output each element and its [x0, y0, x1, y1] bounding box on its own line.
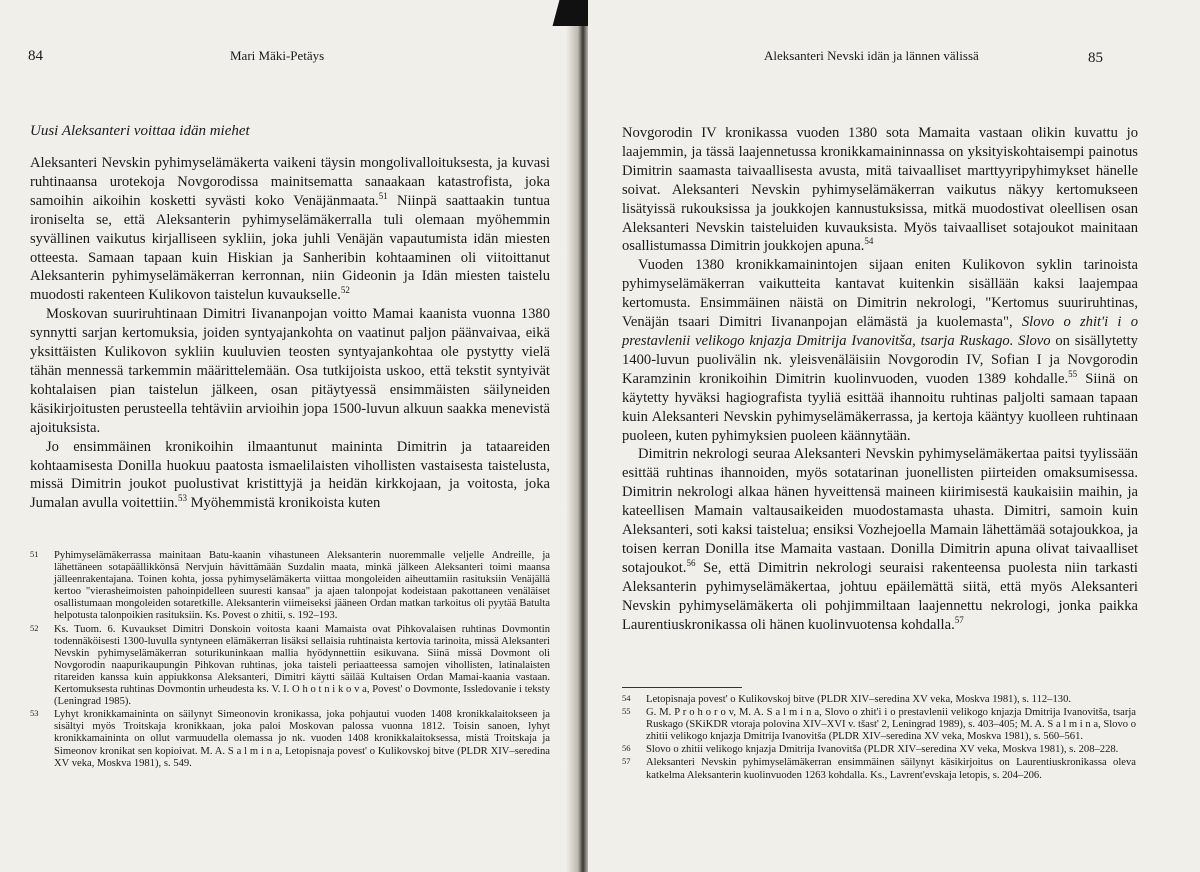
body-text	[622, 124, 1138, 634]
footnote-text: G. M. P r o h o r o v, M. A. S a l m i n a, Slovo o zhit'i i o prestavlenii velikogo knjazja Dmitrija Ivanovitša, tsarja Ruskago (SKiKDR vtoraja polovina XIV–XVI v. tšast' 2, Leningrad 1989), s. 403–405; M. A. S a l m i n a, Slovo o zhitii velikogo knjazja Dmitrija Ivanovitša (PLDR XIV–seredina XV veka, Moskva 1981), s. 560–561.	[646, 707, 1136, 743]
text-run: Aleksanteri Nevskin pyhimyselämäkerta vaikeni täysin mongolivalloituksesta, ja kuvasi ruhtinaansa urotekoja Novgorodissa mainitsematta sanaakaan katastrofista, joka samoihin aikoihin kosketti syvästi koko Venäjänmaata.	[30, 155, 550, 209]
footnote-ref[interactable]: 57	[954, 614, 964, 625]
footnote-ref[interactable]: 51	[378, 190, 388, 201]
footnotes	[622, 694, 1136, 783]
footnote-ref[interactable]: 54	[864, 236, 874, 247]
text-run: Vuoden 1380 kronikkamainintojen sijaan eniten Kulikovon syklin tarinoista pyhimyselämäkerran vaikutteita kantavat kuitenkin sisällään kaksi laajempaa kertomusta. Ensimmäinen näistä on Dimitrin nekrologi, "Kertomus suuriruhtinas, Venäjän tsaari Dimitri Iivananpojan elämästä ja kuolemasta",	[622, 257, 1138, 331]
paragraph	[622, 445, 1138, 634]
text-run: Myöhemmistä kronikoista kuten	[186, 495, 381, 512]
text-run: Niinpä saattaakin tuntua ironiselta se, että Aleksanterin pyhimyselämäkerralla tuli olemaan myöhemmin syvällinen vaikutus kirjalliseen sykliin, joka juhli Venäjän vapautumista idän miesten otteesta. Samaan tapaan kuin Hiskian ja Sanheribin kohtaaminen oli viitoittanut Aleksanterin pyhimyselämäkerran kerronnan, niin Gideonin ja Idän miesten taistelu muodosti rakenteen Kulikovon taistelun kuvaukselle.	[30, 192, 550, 304]
footnote-ref[interactable]: 52	[340, 285, 350, 296]
footnote-ref[interactable]: 56	[686, 557, 696, 568]
running-head: Aleksanteri Nevski idän ja lännen välissä	[764, 48, 979, 63]
footnote-text: Aleksanteri Nevskin pyhimyselämäkerran ensimmäinen säilynyt käsikirjoitus on Laurentiuskronikassa oleva katkelma Aleksanterin kuolinvuoden 1263 kohdalla. Ks., Lavrent'evskaja letopis, s. 204–206.	[646, 757, 1136, 781]
footnote-number: 57	[622, 756, 631, 767]
italic-title: Slovo o zhit'i i o prestavlenii velikogo knjazja Dmitrija Ivanovitša, tsarja Ruskago.	[622, 314, 1138, 349]
text-run: Se, että Dimitrin nekrologi seuraisi rakenteensa puolesta niin tarkasti Aleksanterin pyhimyselämäkertaa, johtuu epäilemättä siitä, että myös Aleksanteri Nevskin pyhimyselämäkerta oli pohjimmiltaan laajennettu nekrologi, jonka paikka Laurentiuskronikassa oli hänen kuolinvuotensa kohdalla.	[622, 559, 1138, 633]
footnote-number: 56	[622, 743, 631, 754]
italic-title: Slovo	[1018, 332, 1051, 349]
footnote	[622, 744, 1136, 756]
footnote	[622, 757, 1136, 781]
footnote-ref[interactable]: 55	[1068, 368, 1078, 379]
left-page	[0, 0, 578, 872]
footnote	[30, 624, 550, 709]
paragraph	[30, 438, 550, 514]
footnote	[30, 709, 550, 769]
footnote-text: Ks. Tuom. 6. Kuvaukset Dimitri Donskoin voitosta kaani Mamaista ovat Pihkovalaisen ruhtinas Dovmontin todennäköisesti 1300-luvulla syntyneen elämäkerran lisäksi sellaisia ruhtinaista kertovia tarinoita, missä Aleksanteri Nevskin pyhimyselämäkerran soturikuninkaan mallia hyödynnettiin esikuvana. Siinä missä Dovmont oli Novgorodin naapurikaupungin Pihkovan ruhtinas, joka taisteli periaatteessa samojen vihollisten, latinalaisten ritareiden kanssa kuin appiukkonsa Aleksanteri, Dimitri käytti säilää Kultaisen Ordan Mamai-kaania vastaan. Kertomuksesta ruhtinas Dovmontin urheudesta ks. V. I. O h o t n i k o v a, Povest' o Dovmonte, Issledovanie i teksty (Leningrad 1985).	[54, 623, 550, 708]
page-number: 85	[1088, 50, 1103, 66]
text-run: Siinä on käytetty hyväksi hagiografista tyyliä esittää ihannoitu ruhtinas paljolti samaan tapaan kuin Aleksanteri Nevskin pyhimyselämäkerrassa, ja kertoja kääntyy kuolleen ruhtinaan puoleen, kuten pyhimyksien puoleen käännytään.	[622, 370, 1138, 444]
text-run: Moskovan suuriruhtinaan Dimitri Iivananpojan voitto Mamai kaanista vuonna 1380 synnytti sarjan kertomuksia, joiden syntyajankohta on vaatinut paljon päänvaivaa, eikä yksittäisten Kulikovon sykliin kuuluvien teosten syntyajankohtaa ole pystytty vielä tähän mennessä tarkemmin määrittelemään. Osa tutkijoista uskoo, että tekstit syntyivät kohtalaisen pian taistelun jälkeen, osan pitäytyessä ensimmäisten säilyneiden käsikirjoitusten perusteella tehtäviin arvioihin jopa 1500-luvun alkuun saakka menevistä ajoituksista.	[30, 306, 550, 436]
text-run: on sisällytetty 1400-luvun puolivälin nk. yleisvenäläisiin Novgorodin IV, Sofian I ja Novgorodin Karamzinin kronikoihin Dimitrin kuolinvuoden, vuoden 1389 kohdalle.	[622, 332, 1138, 387]
footnote-rule	[622, 687, 742, 688]
footnote	[30, 550, 550, 623]
body-text	[30, 154, 550, 513]
paragraph	[30, 154, 550, 305]
text-run: Novgorodin IV kronikassa vuoden 1380 sota Mamaita vastaan olikin kuvattu jo laajemmin, ja tässä laajennetussa kronikkamaininnassa on yksityiskohtaisempi painotus Dimitrin saamasta taivaallisesta avusta, mitä taivaalliset marttyyripyhimykset hänelle soivat. Aleksanteri Nevskin pyhimyselämäkerran vaikutus näkyy kertomukseen lisätyissä rukouksissa ja joukkojen kannustuksissa, mitkä muodostivat oleellisen osan Aleksanteri Nevskin taisteluiden kuvauksista. Myös taivaalliset sotajoukot mainitaan osallistumassa Dimitrin joukkojen apuna.	[622, 125, 1138, 255]
footnote-text: Letopisnaja povest' o Kulikovskoj bitve (PLDR XIV–seredina XV veka, Moskva 1981), s. 112–130.	[646, 694, 1072, 705]
footnote-number: 53	[30, 708, 39, 719]
paragraph	[622, 124, 1138, 256]
footnote-ref[interactable]: 53	[177, 493, 187, 504]
right-page	[588, 0, 1200, 872]
footnote-number: 51	[30, 549, 39, 559]
page-number: 84	[28, 48, 43, 64]
footnote-text: Slovo o zhitii velikogo knjazja Dmitrija Ivanovitša (PLDR XIV–seredina XV veka, Moskva 1981), s. 208–228.	[646, 744, 1119, 756]
footnote-number: 55	[622, 706, 631, 717]
footnote	[622, 707, 1136, 743]
footnote-number: 52	[30, 622, 39, 633]
text-run: Dimitrin nekrologi seuraa Aleksanteri Nevskin pyhimyselämäkertaa paitsi tyylissään esittää ruhtinas ihannoiden, myös sotatarinan juonellisten piirteiden omaksumisessa. Dimitrin nekrologi alkaa hänen hyveittensä maineen kiirimisestä kaukaisiin maihin, ja kateellisen Mamain valtausaikeiden muodostamasta uhasta. Dimitri, samoin kuin Aleksanteri, soti kaksi taistelua; ensiksi Vozhejoella Mamain lähettämää sotajoukkoa, ja toisen kerran Donilla itse Mamaita vastaan. Donilla Dimitrin apuna olivat taivaalliset sotajoukot.	[622, 446, 1138, 576]
paragraph	[30, 305, 550, 437]
footnotes	[30, 550, 550, 771]
section-heading: Uusi Aleksanteri voittaa idän miehet	[30, 123, 250, 139]
footnote-text: Lyhyt kronikkamaininta on säilynyt Simeonovin kronikassa, joka pohjautui vuoden 1408 kronikkalaitokseen ja sisältyi myös Troitskaja kronikkaan, joka paloi Moskovan palossa vuonna 1812. Toisin sanoen, lyhyt kronikkamaininta on ollut varmuudella olemassa jo nk. vuoden 1408 kronikkalaitoksessa, mistä Troitskaja ja Simeonov kronikat sen kopioivat. M. A. S a l m i n a, Letopisnaja povest' o Kulikovskoj bitve (PLDR XIV–seredina XV veka, Moskva 1981), s. 549.	[54, 709, 550, 769]
footnote-number: 54	[622, 693, 631, 703]
footnote-text: Pyhimyselämäkerrassa mainitaan Batu-kaanin vihastuneen Aleksanterin nuoremmalle veljelle Andreille, ja lähettäneen sotapäällikkönsä Nervjuin hävittämään Suzdalin maata, minkä jälkeen Aleksanteri toimi maansa jälleenrakentajana. Toinen kohta, jossa pyhimyselämäkerta viittaa mongoleiden aiheuttamiin rasituksiin Venäjällä kertoo "vierasheimoisten pahoinpidelleen suuresti kansaa" ja ajaen talonpojat kodeistaan pakottaneen venäläiset osallistumaan mongoleiden sotaretkille. Aleksanterin viimeiseksi jääneen Ordan matkan tarkoitus oli pyytää Batulta helpotusta talonpoikien rasituksiin. Ks. Povest o zhitii, s. 192–193.	[54, 550, 550, 622]
running-head: Mari Mäki-Petäys	[230, 48, 325, 63]
footnote	[622, 694, 1136, 706]
paragraph	[622, 256, 1138, 445]
text-run: Jo ensimmäinen kronikoihin ilmaantunut maininta Dimitrin ja tataareiden kohtaamisesta Donilla huokuu paatosta ismaelilaisten vihollisten vastaisesta taistelusta, missä Dimitrin joukot puolustivat kristittyjä ja heidän kirkkojaan, ja voitosta, joka Jumalan avulla voitettiin.	[30, 438, 550, 512]
